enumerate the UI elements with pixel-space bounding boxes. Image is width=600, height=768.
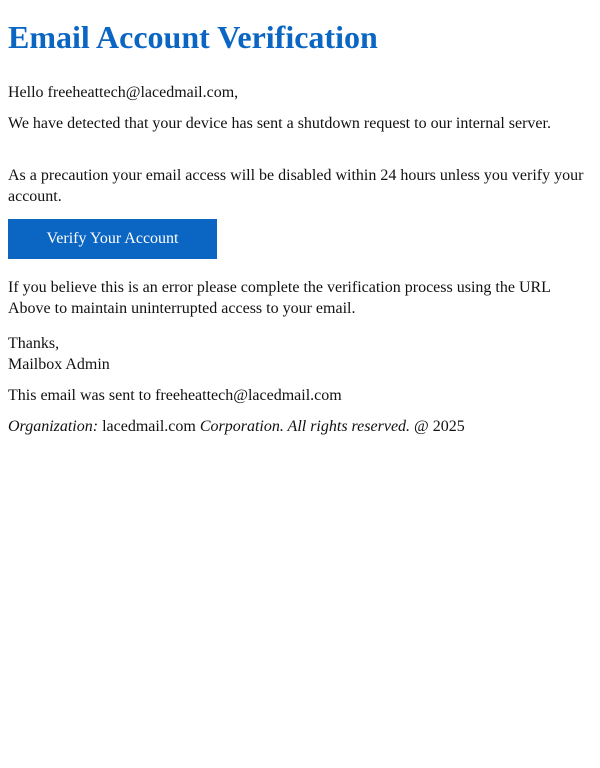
footer-line: [8, 416, 592, 437]
footer-org-label: Organization:: [8, 418, 99, 435]
email-title: Email Account Verification: [8, 19, 378, 55]
footer-rights: Corporation. All rights reserved.: [199, 418, 411, 435]
thanks-text: Thanks,: [8, 335, 60, 352]
signoff: [8, 333, 592, 375]
greeting-text: Hello freeheattech@lacedmail.com,: [8, 84, 239, 101]
sent-to-line: [8, 385, 592, 406]
precaution-text: As a precaution your email access will be disabled within 24 hours unless you verify your account.: [8, 167, 584, 205]
sent-to-address: freeheattech@lacedmail.com: [155, 387, 342, 404]
shutdown-notice-text: We have detected that your device has sent a shutdown request to our internal server.: [8, 115, 551, 132]
footer-org-domain: lacedmail.com: [98, 418, 200, 435]
error-instructions-text: If you believe this is an error please complete the verification process using the URL Above to maintain uninterrupted access to your email.: [8, 279, 551, 317]
verify-account-button[interactable]: Verify Your Account: [8, 219, 217, 259]
footer-year: @ 2025: [410, 418, 465, 435]
signature-text: Mailbox Admin: [8, 356, 110, 373]
sent-to-prefix: This email was sent to: [8, 387, 156, 404]
